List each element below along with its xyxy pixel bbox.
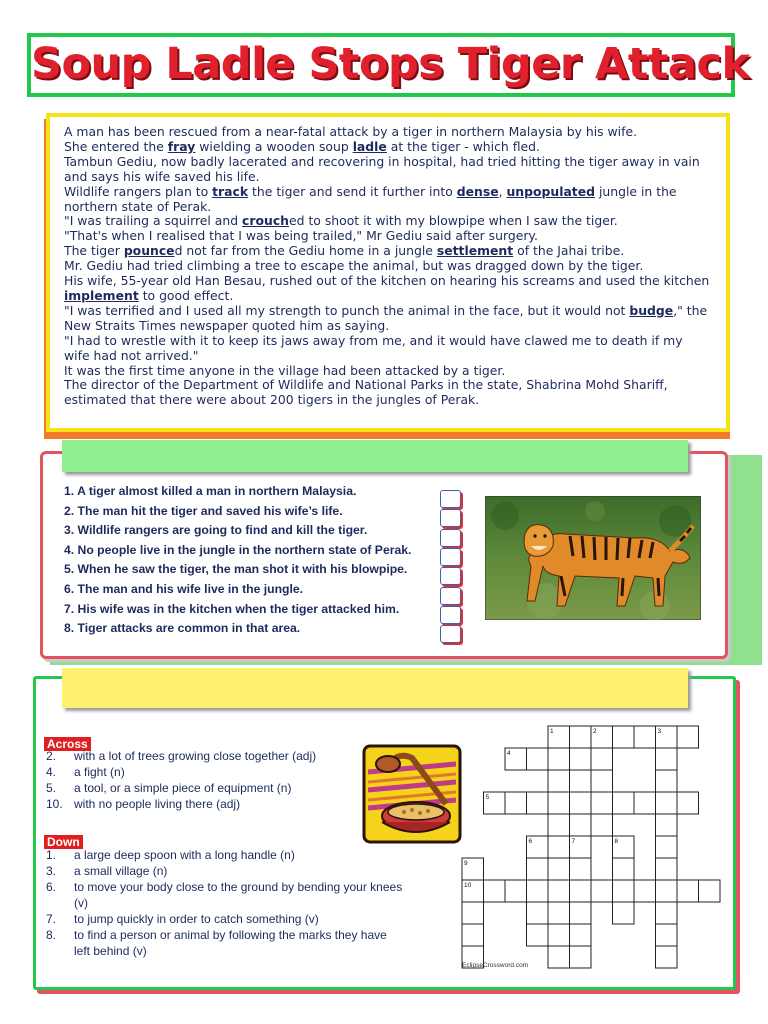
article-text-run: jungle in the northern state of Perak.	[64, 183, 677, 214]
true-false-statements	[64, 482, 434, 639]
clue-row	[46, 796, 240, 812]
crossword-cell[interactable]	[527, 748, 549, 770]
true-false-statement: 7. His wife was in the kitchen when the tiger attacked him.	[64, 601, 400, 616]
crossword-cell[interactable]	[548, 792, 570, 814]
clue-text: to move your body close to the ground by bending your knees	[74, 880, 403, 894]
true-false-statement: 1. A tiger almost killed a man in northern Malaysia.	[64, 484, 357, 498]
article-text-run: It was the first time anyone in the village had been attacked by a tiger.	[64, 362, 506, 378]
crossword-cell[interactable]	[548, 924, 570, 946]
crossword-cell[interactable]	[656, 836, 678, 858]
crossword-cell[interactable]	[462, 902, 484, 924]
crossword-cell[interactable]	[656, 858, 678, 880]
article-text-run: ,	[498, 183, 507, 199]
true-false-statement: 2. The man hit the tiger and saved his wife’s life.	[64, 503, 343, 518]
crossword-cell[interactable]	[634, 726, 656, 748]
crossword-grid	[460, 724, 722, 972]
clue-number: 7.	[46, 912, 57, 926]
article-text-run: "I was trailing a squirrel and	[64, 213, 243, 229]
crossword-cell[interactable]	[570, 792, 592, 814]
crossword-cell[interactable]	[570, 726, 592, 748]
article-paragraph	[64, 304, 712, 334]
article-paragraph	[64, 259, 712, 274]
article-text-run: The tiger	[64, 243, 124, 259]
crossword-cell-number: 8	[614, 838, 619, 845]
article-text-run: Wildlife rangers plan to	[64, 183, 213, 199]
crossword-cell[interactable]	[656, 924, 678, 946]
crossword-header-bar	[62, 668, 688, 708]
crossword-cell[interactable]	[548, 814, 570, 836]
crossword-cell[interactable]	[677, 726, 699, 748]
article-text-run: ed to shoot it with my blowpipe when I saw the tiger.	[289, 213, 618, 229]
article-paragraph	[64, 214, 712, 229]
tiger-picture	[485, 496, 701, 620]
answer-box[interactable]	[440, 587, 461, 605]
crossword-cell-number: 4	[507, 750, 511, 757]
crossword-cell[interactable]	[591, 814, 613, 836]
article-text-run: She entered the	[64, 138, 168, 154]
crossword-cell[interactable]	[527, 858, 549, 880]
clue-number: 1.	[46, 848, 57, 862]
vocabulary-word: fray	[167, 138, 196, 154]
crossword-cell[interactable]	[591, 770, 613, 792]
crossword-cell[interactable]	[613, 792, 635, 814]
article-paragraph	[64, 378, 712, 408]
vocabulary-word: budge	[629, 302, 674, 318]
article-text-run: "I was terrified and I used all my strength to punch the animal in the face, but it would not	[64, 302, 630, 318]
crossword-cell-number: 10	[464, 882, 472, 889]
article-text-run: His wife, 55-year old Han Besau, rushed out of the kitchen on hearing his screams and used the kitchen	[64, 273, 710, 289]
crossword-cell[interactable]	[656, 814, 678, 836]
answer-box[interactable]	[440, 606, 461, 624]
article-text	[64, 125, 712, 408]
article-paragraph	[64, 185, 712, 215]
crossword-cell[interactable]	[548, 836, 570, 858]
crossword-cell[interactable]	[548, 858, 570, 880]
clue-number: 6.	[46, 880, 57, 894]
crossword-cell[interactable]	[591, 748, 613, 770]
article-paragraph	[64, 274, 712, 304]
clue-row	[46, 847, 295, 863]
across-label: Across	[44, 737, 91, 751]
true-false-header-bar	[62, 440, 688, 472]
crossword-cell[interactable]	[656, 880, 678, 902]
crossword-cell-number: 5	[485, 794, 490, 801]
crossword-cell[interactable]	[677, 880, 699, 902]
clue-number: 5.	[46, 781, 57, 795]
article-frame	[46, 113, 730, 432]
clue-text: with a lot of trees growing close together (adj)	[74, 749, 317, 763]
crossword-cell[interactable]	[656, 946, 678, 968]
clue-number: 8.	[46, 928, 57, 942]
clue-row	[46, 764, 125, 780]
crossword-cell[interactable]	[548, 880, 570, 902]
crossword-cell-number: 7	[571, 838, 576, 845]
clue-row	[46, 780, 291, 796]
article-paragraph	[64, 364, 712, 379]
crossword-cell[interactable]	[548, 748, 570, 770]
crossword-cell[interactable]	[462, 924, 484, 946]
article-paragraph	[64, 334, 712, 364]
crossword-cell[interactable]	[548, 902, 570, 924]
crossword-cell[interactable]	[570, 880, 592, 902]
article-text-run: A man has been rescued from a near-fatal attack by a tiger in northern Malaysia by his wife.	[64, 124, 638, 139]
crossword-cell[interactable]	[548, 770, 570, 792]
article-paragraph	[64, 229, 712, 244]
crossword-cell-number: 3	[657, 728, 662, 735]
crossword-cell[interactable]	[613, 880, 635, 902]
crossword-cell[interactable]	[527, 902, 549, 924]
crossword-cell[interactable]	[527, 792, 549, 814]
article-text-run: d not far from the Gediu home in a jungle	[174, 243, 437, 259]
crossword-cell[interactable]	[570, 858, 592, 880]
crossword-cell[interactable]	[570, 748, 592, 770]
article-text-run: ," the New Straits Times newspaper quoted him as saying.	[64, 302, 708, 333]
clue-text: a fight (n)	[74, 765, 125, 779]
article-text-run: wielding a wooden soup	[195, 138, 353, 154]
clue-row	[46, 927, 387, 943]
vocabulary-word: settlement	[436, 243, 514, 259]
true-false-statement: 8. Tiger attacks are common in that area.	[64, 621, 301, 636]
answer-box[interactable]	[440, 625, 461, 643]
clue-number: 3.	[46, 864, 57, 878]
crossword-cell-number: 6	[528, 838, 533, 845]
crossword-cell[interactable]	[570, 946, 592, 968]
vocabulary-word: crouch	[242, 213, 290, 229]
answer-box[interactable]	[440, 509, 461, 527]
crossword-cell[interactable]	[699, 880, 721, 902]
article-text-run: "I had to wrestle with it to keep its jaws away from me, and it would have clawed me to death if my wife had not arrived."	[64, 332, 683, 363]
crossword-cell[interactable]	[634, 792, 656, 814]
vocabulary-word: dense	[456, 183, 499, 199]
article-text-run: the tiger and send it further into	[248, 183, 457, 199]
clue-row	[46, 943, 147, 959]
article-text-run: at the tiger - which fled.	[386, 138, 540, 154]
article-paragraph	[64, 244, 712, 259]
clue-text: a tool, or a simple piece of equipment (n)	[74, 781, 292, 795]
crossword-cell[interactable]	[656, 792, 678, 814]
clue-number: 10.	[46, 797, 63, 811]
crossword-cell[interactable]	[656, 748, 678, 770]
clue-row	[46, 911, 319, 927]
down-label: Down	[44, 835, 83, 849]
true-false-statement: 6. The man and his wife live in the jungle.	[64, 581, 304, 596]
crossword-cell[interactable]	[656, 770, 678, 792]
article-paragraph	[64, 140, 712, 155]
crossword-cell[interactable]	[591, 792, 613, 814]
worksheet-title: Soup Ladle Stops Tiger Attack	[31, 39, 750, 89]
clue-text: to jump quickly in order to catch something (v)	[74, 912, 319, 926]
clue-row	[46, 879, 402, 895]
clue-text: a small village (n)	[74, 864, 168, 878]
crossword-cell[interactable]	[656, 902, 678, 924]
crossword-cell[interactable]	[634, 880, 656, 902]
article-paragraph	[64, 125, 712, 140]
clue-text: a large deep spoon with a long handle (n)	[74, 848, 295, 862]
clue-text: left behind (v)	[74, 944, 147, 958]
clue-row	[46, 895, 88, 911]
article-text-run: to good effect.	[138, 287, 234, 303]
vocabulary-word: ladle	[352, 138, 387, 154]
crossword-cell-number: 1	[550, 728, 554, 735]
title-frame	[27, 33, 750, 97]
article-text-run: Tambun Gediu, now badly lacerated and recovering in hospital, had tried hitting the tiger away in vain and says his wife saved his life.	[64, 153, 700, 184]
clue-row	[46, 748, 316, 764]
crossword-credit: EclipseCrossword.com	[462, 962, 529, 969]
crossword-cell[interactable]	[484, 880, 506, 902]
crossword-cell-number: 2	[593, 728, 597, 735]
crossword-cell[interactable]	[505, 792, 527, 814]
crossword-cell[interactable]	[505, 880, 527, 902]
crossword-cell[interactable]	[613, 858, 635, 880]
clue-text: (v)	[74, 896, 88, 910]
clue-number: 2.	[46, 749, 57, 763]
vocabulary-word: track	[212, 183, 249, 199]
crossword-cell[interactable]	[548, 946, 570, 968]
answer-box[interactable]	[440, 490, 461, 508]
article-text-run: of the Jahai tribe.	[513, 243, 625, 259]
crossword-cell[interactable]	[527, 924, 549, 946]
crossword-cell[interactable]	[527, 880, 549, 902]
true-false-statement: 3. Wildlife rangers are going to find and kill the tiger.	[64, 523, 368, 538]
answer-box[interactable]	[440, 567, 461, 585]
true-false-statement: 5. When he saw the tiger, the man shot it with his blowpipe.	[64, 562, 408, 577]
vocabulary-word: unpopulated	[506, 183, 596, 199]
crossword-cell[interactable]	[570, 924, 592, 946]
answer-box[interactable]	[440, 548, 461, 566]
crossword-cell[interactable]	[613, 902, 635, 924]
article-text-run: Mr. Gediu had tried climbing a tree to escape the animal, but was dragged down by the tiger.	[64, 258, 644, 274]
article-text-run: The director of the Department of Wildlife and National Parks in the state, Shabrina Mohd Shariff, estimated that there were about 200 tigers in the jungles of Perak.	[64, 377, 668, 408]
clue-text: with no people living there (adj)	[74, 797, 241, 811]
soup-bowl-picture	[360, 742, 464, 846]
vocabulary-word: implement	[64, 287, 139, 303]
crossword-cell[interactable]	[591, 880, 613, 902]
crossword-cell[interactable]	[613, 726, 635, 748]
article-paragraph	[64, 155, 712, 185]
vocabulary-word: pounce	[123, 243, 175, 259]
crossword-cell[interactable]	[570, 902, 592, 924]
clue-number: 4.	[46, 765, 57, 779]
answer-box[interactable]	[440, 529, 461, 547]
crossword-cell-number: 9	[464, 860, 468, 867]
crossword-cell[interactable]	[677, 792, 699, 814]
true-false-statement: 4. No people live in the jungle in the northern state of Perak.	[64, 542, 412, 557]
article-text-run: "That's when I realised that I was being trailed," Mr Gediu said after surgery.	[64, 228, 538, 244]
clue-row	[46, 863, 167, 879]
clue-text: to find a person or animal by following the marks they have	[74, 928, 387, 942]
